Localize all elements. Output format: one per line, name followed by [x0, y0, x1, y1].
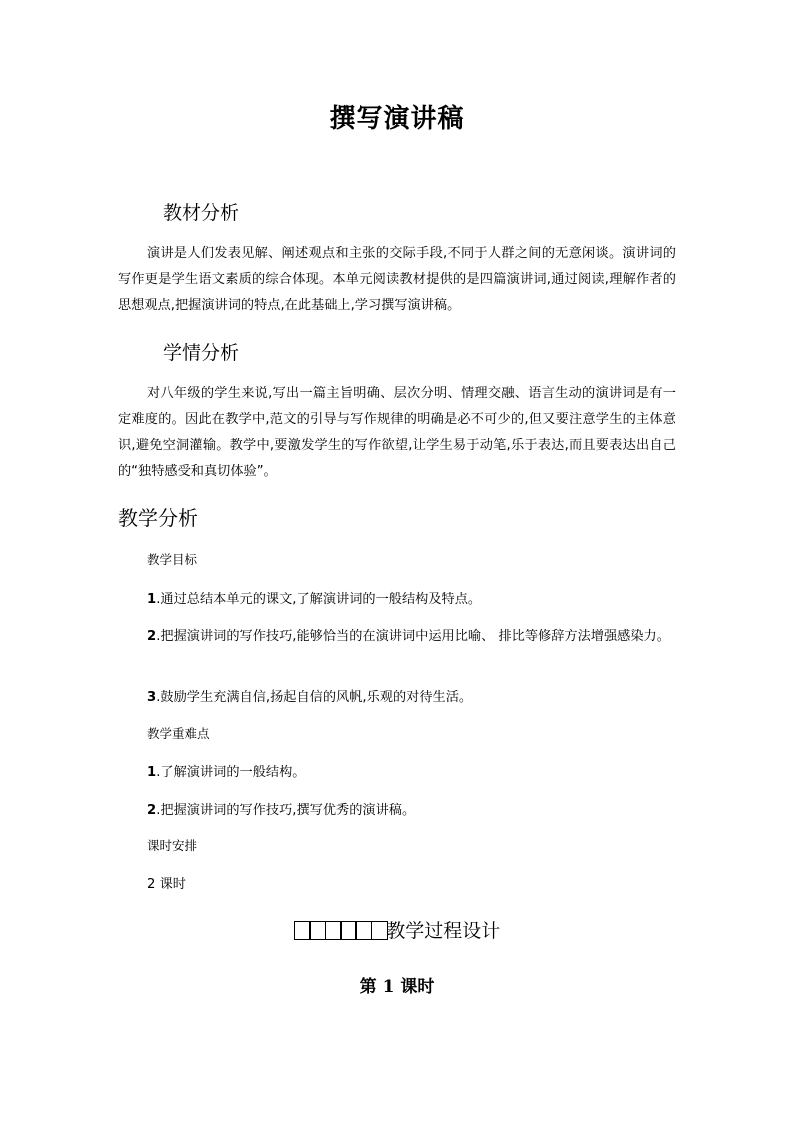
key-number: 1: [147, 765, 157, 780]
goals-label: 教学目标: [147, 552, 198, 567]
section-heading-student: 学情分析: [163, 342, 240, 364]
student-paragraph: 对八年级的学生来说,写出一篇主旨明确、层次分明、情理交融、语言生动的演讲词是有一定难度的。因此在教学中,范文的引导与写作规律的明确是必不可少的,但又要注意学生的主体意识,避免空洞灌输。教学中,要激发学生的写作欲望,让学生易于动笔,乐于表达,而且要表达出自己的“独特感受和真切体验”。: [118, 386, 676, 479]
section-heading-material: 教材分析: [163, 202, 240, 224]
goal-text: .鼓励学生充满自信,扬起自信的风帆,乐观的对待生活。: [156, 690, 473, 705]
goal-item-2: [118, 624, 676, 650]
process-heading: [0, 916, 794, 945]
schedule-label: 课时安排: [147, 838, 198, 853]
missing-glyph-boxes: [294, 921, 386, 945]
goal-number: 3: [147, 690, 157, 705]
goal-number: 1: [147, 592, 157, 607]
schedule-value: 2 课时: [147, 877, 186, 892]
goal-text: .通过总结本单元的课文,了解演讲词的一般结构及特点。: [156, 592, 482, 607]
key-item-1: [147, 761, 305, 780]
keys-label: 教学重难点: [147, 726, 210, 741]
document-title: 撰写演讲稿: [329, 104, 465, 134]
key-text: .了解演讲词的一般结构。: [156, 765, 306, 780]
goal-item-1: [147, 588, 481, 607]
material-paragraph: 演讲是人们发表见解、阐述观点和主张的交际手段,不同于人群之间的无意闲谈。演讲词的写作更是学生语文素质的综合体现。本单元阅读教材提供的是四篇演讲词,通过阅读,理解作者的思想观点,把握演讲词的特点,在此基础上,学习撰写演讲稿。: [118, 246, 676, 313]
lesson-heading: 第 1 课时: [359, 977, 435, 997]
section-heading-teaching: 教学分析: [118, 506, 198, 530]
goal-number: 2: [147, 629, 157, 644]
key-text: .把握演讲词的写作技巧,撰写优秀的演讲稿。: [156, 803, 416, 818]
process-heading-text: 教学过程设计: [386, 920, 501, 942]
goal-text: .把握演讲词的写作技巧,能够恰当的在演讲词中运用比喻、 排比等修辞方法增强感染力。: [156, 629, 670, 644]
key-item-2: [147, 799, 415, 818]
key-number: 2: [147, 803, 157, 818]
goal-item-3: [147, 686, 472, 705]
